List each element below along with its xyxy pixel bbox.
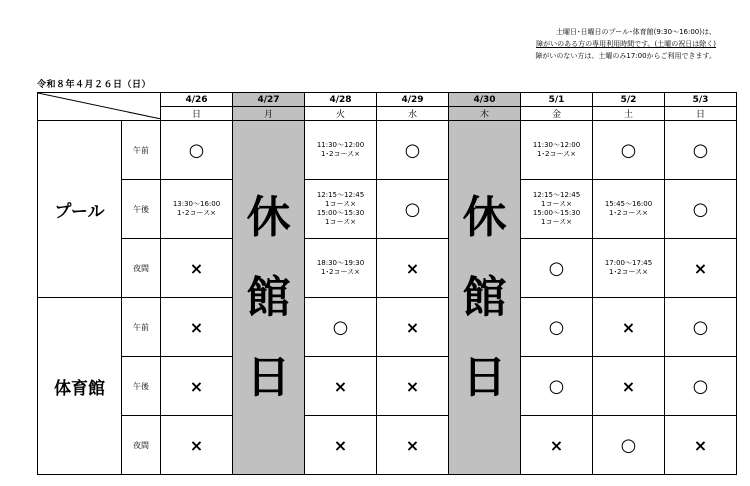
restriction-note (161, 180, 233, 239)
cross-icon: × (405, 376, 420, 396)
restriction-line: 17:00～17:45 (604, 259, 653, 267)
restriction-note (305, 180, 377, 239)
unavailable-mark (161, 416, 233, 475)
unavailable-mark (377, 357, 449, 416)
restriction-note (593, 239, 665, 298)
column-date: 4/30 (449, 93, 521, 107)
restriction-line: 18:30～19:30 (316, 259, 365, 267)
available-mark (305, 298, 377, 357)
unavailable-mark (305, 416, 377, 475)
cross-icon: × (189, 258, 204, 278)
cross-icon: × (189, 435, 204, 455)
circle-icon: ○ (692, 198, 709, 220)
column-weekday: 日 (161, 107, 233, 121)
circle-icon: ○ (548, 375, 565, 397)
circle-icon: ○ (548, 316, 565, 338)
closed-day-cell (449, 121, 521, 475)
closed-day-char: 休 (462, 191, 507, 243)
cross-icon: × (333, 376, 348, 396)
facility-label: プール (38, 121, 122, 298)
unavailable-mark (665, 239, 737, 298)
corner-diagonal-cell (38, 93, 161, 121)
circle-icon: ○ (404, 198, 421, 220)
restriction-line: 1･2コース× (321, 150, 360, 158)
restriction-line: 1･2コース× (537, 150, 576, 158)
note-line: 障がいのある方の専用利用時間です。(土曜の祝日は除く) (536, 40, 716, 48)
column-date: 5/3 (665, 93, 737, 107)
cross-icon: × (405, 435, 420, 455)
circle-icon: ○ (692, 316, 709, 338)
available-mark (521, 239, 593, 298)
column-weekday: 月 (233, 107, 305, 121)
restriction-line: 13:30～16:00 (172, 200, 221, 208)
restriction-line: 1･2コース× (321, 268, 360, 276)
available-mark (665, 121, 737, 180)
column-date: 4/28 (305, 93, 377, 107)
time-slot-label: 午前 (122, 298, 161, 357)
date-line: 令和８年４月２６日（日） (37, 80, 152, 90)
note-line: 土曜日･日曜日のプール･体育館(9:30～16:00)は、 (555, 28, 716, 36)
cross-icon: × (189, 317, 204, 337)
restriction-note (305, 239, 377, 298)
restriction-note (521, 121, 593, 180)
restriction-line: 1コース× (325, 218, 356, 226)
column-weekday: 水 (377, 107, 449, 121)
restriction-line: 1コース× (325, 200, 356, 208)
notes (535, 26, 716, 62)
cross-icon: × (693, 258, 708, 278)
closed-day-char: 館 (462, 271, 507, 323)
unavailable-mark (377, 298, 449, 357)
column-weekday: 日 (665, 107, 737, 121)
available-mark (377, 180, 449, 239)
schedule-table (37, 92, 737, 475)
restriction-line: 15:00～15:30 (532, 209, 581, 217)
restriction-note (521, 180, 593, 239)
circle-icon: ○ (332, 316, 349, 338)
cross-icon: × (333, 435, 348, 455)
cross-icon: × (405, 258, 420, 278)
closed-day-cell (233, 121, 305, 475)
circle-icon: ○ (404, 139, 421, 161)
available-mark (377, 121, 449, 180)
unavailable-mark (161, 298, 233, 357)
circle-icon: ○ (692, 375, 709, 397)
cross-icon: × (549, 435, 564, 455)
cross-icon: × (189, 376, 204, 396)
column-weekday: 土 (593, 107, 665, 121)
cross-icon: × (693, 435, 708, 455)
cross-icon: × (621, 317, 636, 337)
circle-icon: ○ (620, 139, 637, 161)
available-mark (665, 180, 737, 239)
available-mark (521, 357, 593, 416)
restriction-note (593, 180, 665, 239)
time-slot-label: 夜間 (122, 239, 161, 298)
circle-icon: ○ (620, 434, 637, 456)
available-mark (665, 298, 737, 357)
cross-icon: × (405, 317, 420, 337)
time-slot-label: 午後 (122, 357, 161, 416)
unavailable-mark (593, 357, 665, 416)
available-mark (593, 121, 665, 180)
restriction-line: 1･2コース× (609, 209, 648, 217)
unavailable-mark (665, 416, 737, 475)
restriction-line: 1･2コース× (177, 209, 216, 217)
available-mark (665, 357, 737, 416)
column-date: 4/27 (233, 93, 305, 107)
restriction-note (305, 121, 377, 180)
restriction-line: 12:15～12:45 (532, 191, 581, 199)
unavailable-mark (593, 298, 665, 357)
circle-icon: ○ (188, 139, 205, 161)
column-date: 4/26 (161, 93, 233, 107)
restriction-line: 1･2コース× (609, 268, 648, 276)
closed-day-char: 日 (246, 351, 291, 403)
circle-icon: ○ (692, 139, 709, 161)
note-line: 障がいのない方は、土曜のみ17:00からご利用できます。 (535, 52, 716, 60)
time-slot-label: 午前 (122, 121, 161, 180)
closed-day-char: 休 (246, 191, 291, 243)
time-slot-label: 午後 (122, 180, 161, 239)
unavailable-mark (161, 357, 233, 416)
column-weekday: 金 (521, 107, 593, 121)
closed-day-char: 日 (462, 351, 507, 403)
restriction-line: 11:30～12:00 (532, 141, 581, 149)
unavailable-mark (161, 239, 233, 298)
unavailable-mark (377, 239, 449, 298)
restriction-line: 12:15～12:45 (316, 191, 365, 199)
unavailable-mark (305, 357, 377, 416)
restriction-line: 1コース× (541, 218, 572, 226)
column-date: 5/2 (593, 93, 665, 107)
available-mark (161, 121, 233, 180)
closed-day-char: 館 (246, 271, 291, 323)
time-slot-label: 夜間 (122, 416, 161, 475)
circle-icon: ○ (548, 257, 565, 279)
facility-label: 体育館 (38, 298, 122, 475)
column-date: 4/29 (377, 93, 449, 107)
available-mark (521, 298, 593, 357)
restriction-line: 1コース× (541, 200, 572, 208)
column-date: 5/1 (521, 93, 593, 107)
column-weekday: 木 (449, 107, 521, 121)
restriction-line: 11:30～12:00 (316, 141, 365, 149)
restriction-line: 15:00～15:30 (316, 209, 365, 217)
cross-icon: × (621, 376, 636, 396)
unavailable-mark (521, 416, 593, 475)
column-weekday: 火 (305, 107, 377, 121)
unavailable-mark (377, 416, 449, 475)
available-mark (593, 416, 665, 475)
restriction-line: 15:45～16:00 (604, 200, 653, 208)
